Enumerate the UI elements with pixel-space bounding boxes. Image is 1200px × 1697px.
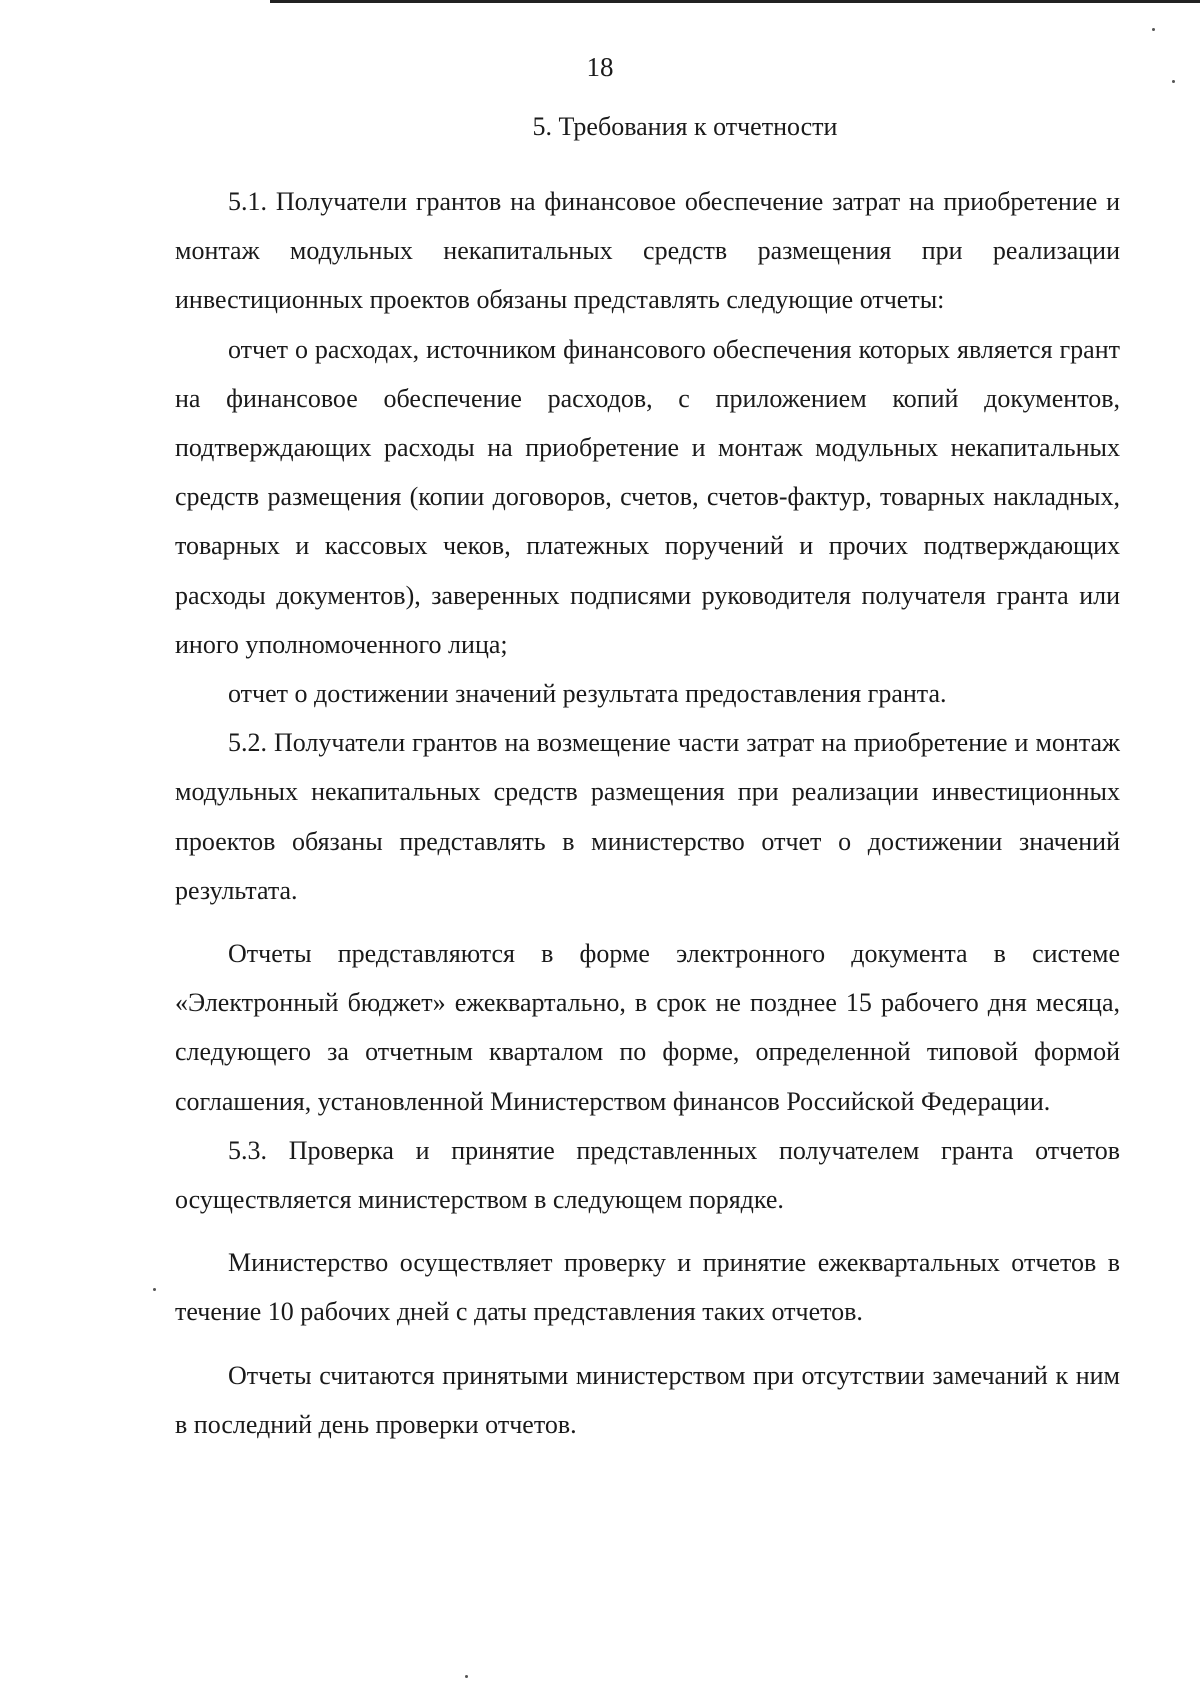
scan-speck — [153, 1288, 156, 1291]
paragraph-reports-accepted: Отчеты считаются принятыми министерством при отсутствии замечаний к ним в последний день проверки отчетов. — [175, 1360, 1120, 1439]
paragraph-5-2: 5.2. Получатели грантов на возмещение части затрат на приобретение и монтаж модульных некапитальных средств размещения при реализации инвестиционных проектов обязаны представлять в министерство отчет о достижении значений результата. — [175, 728, 1120, 905]
page-number: 18 — [586, 52, 614, 82]
paragraph-5-3: 5.3. Проверка и принятие представленных получателем гранта отчетов осуществляется министерством в следующем порядке. — [175, 1135, 1120, 1215]
scan-speck — [1152, 28, 1155, 31]
section-title: 5. Требования к отчетности — [532, 112, 838, 141]
scan-speck — [465, 1675, 468, 1678]
paragraph-expense-report: отчет о расходах, источником финансового обеспечения которых является грант на финансовое обеспечение расходов, с приложением копий документов, подтверждающих расходы на приобретение и монтаж модульных некапитальных средств размещения (копии договоров, счетов, счетов-фактур, товарных накладных, товарных и кассовых чеков, платежных поручений и прочих подтверждающих расходы документов), заверенных подписями руководителя получателя гранта или иного уполномоченного лица; — [175, 334, 1120, 659]
scan-top-edge-line — [270, 0, 1200, 3]
paragraph-5-1: 5.1. Получатели грантов на финансовое обеспечение затрат на приобретение и монтаж модульных некапитальных средств размещения при реализации инвестиционных проектов обязаны представлять следующие отчеты: — [175, 187, 1120, 315]
paragraph-result-report: отчет о достижении значений результата предоставления гранта. — [228, 679, 947, 709]
document-body — [175, 177, 1120, 1449]
paragraph-reports-submission: Отчеты представляются в форме электронного документа в системе «Электронный бюджет» ежеквартально, в срок не позднее 15 рабочего дня месяца, следующего за отчетным кварталом по форме, определенной типовой формой соглашения, установленной Министерством финансов Российской Федерации. — [175, 939, 1120, 1116]
paragraph-ministry-review: Министерство осуществляет проверку и принятие ежеквартальных отчетов в течение 10 рабочих дней с даты представления таких отчетов. — [175, 1248, 1120, 1327]
